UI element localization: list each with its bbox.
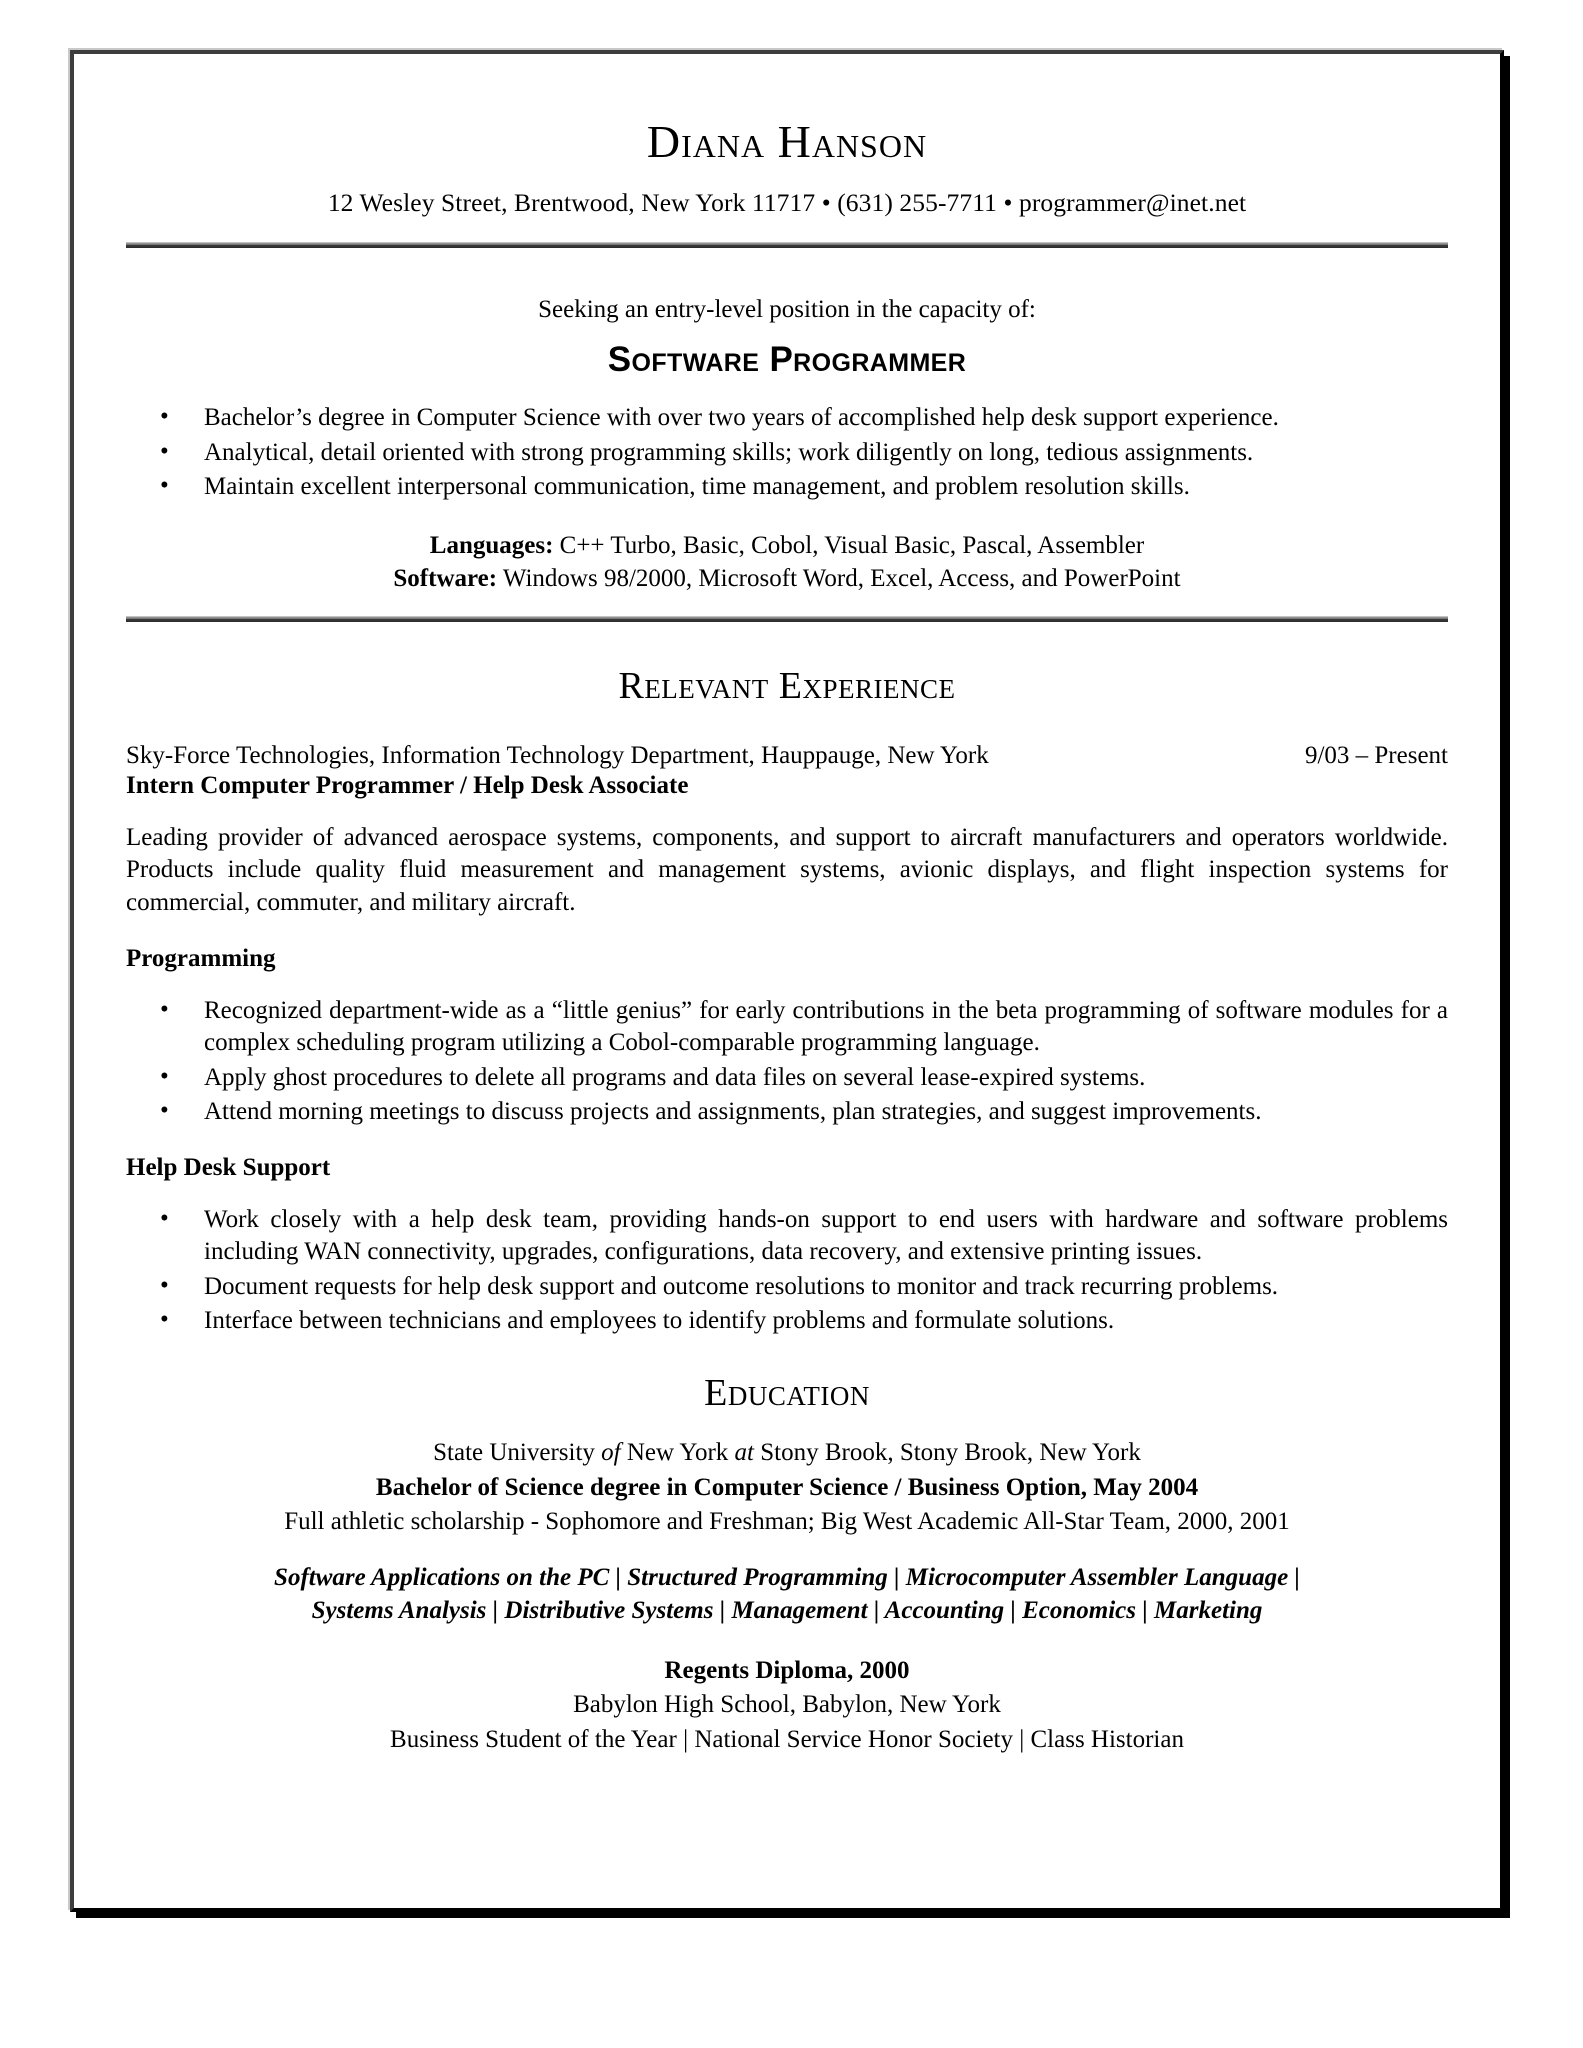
candidate-name: Diana Hanson — [646, 116, 928, 167]
programming-bullet-list — [126, 995, 1448, 1128]
university-name-part1: State University — [433, 1439, 602, 1467]
contact-line: 12 Wesley Street, Brentwood, New York 11717 • (631) 255-7711 • programmer@inet.net — [327, 188, 1247, 218]
qualifications-list — [126, 402, 1448, 503]
list-item: • Document requests for help desk support and outcome resolutions to monitor and track recurring problems. — [126, 1271, 1448, 1303]
coursework-line-2: Systems Analysis | Distributive Systems | Management | Accounting | Economics | Marketing — [311, 1596, 1263, 1624]
high-school-diploma: Regents Diploma, 2000 — [664, 1656, 910, 1684]
job-title: Intern Computer Programmer / Help Desk Associate — [126, 771, 689, 799]
section-heading-experience: Relevant Experience — [618, 664, 956, 707]
university-name-part2: New York — [620, 1439, 735, 1467]
target-position-title: Software Programmer — [607, 340, 967, 380]
list-item: • Analytical, detail oriented with strong programming skills; work diligently on long, tedious assignments. — [126, 437, 1448, 469]
university-word-of: of — [601, 1439, 621, 1467]
skills-languages-value: C++ Turbo, Basic, Cobol, Visual Basic, Pascal, Assembler — [553, 532, 1145, 560]
skills-block — [126, 529, 1448, 596]
help-desk-bullet-list — [126, 1204, 1448, 1337]
skills-languages-line — [126, 529, 1448, 562]
coursework-line-1: Software Applications on the PC | Structured Programming | Microcomputer Assembler Language | — [274, 1563, 1300, 1591]
list-item: • Work closely with a help desk team, providing hands-on support to end users with hardware and software problems including WAN connectivity, upgrades, configurations, data recovery, and extensive printing issues. — [126, 1204, 1448, 1269]
list-item: • Attend morning meetings to discuss projects and assignments, plan strategies, and suggest improvements. — [126, 1096, 1448, 1128]
job-dates: 9/03 – Present — [1304, 741, 1448, 769]
subsection-heading-help-desk: Help Desk Support — [126, 1154, 331, 1182]
list-item: • Maintain excellent interpersonal communication, time management, and problem resolution skills. — [126, 471, 1448, 503]
objective-intro: Seeking an entry-level position in the capacity of: — [538, 296, 1036, 324]
resume-page — [70, 50, 1504, 1912]
job-company: Sky-Force Technologies, Information Technology Department, Hauppauge, New York — [126, 741, 989, 769]
divider-rule-bottom — [126, 616, 1448, 622]
subsection-heading-programming: Programming — [126, 945, 276, 973]
divider-rule-top — [126, 242, 1448, 248]
list-item: • Bachelor’s degree in Computer Science with over two years of accomplished help desk support experience. — [126, 402, 1448, 434]
coursework-block — [126, 1561, 1448, 1627]
university-line — [126, 1437, 1448, 1470]
high-school-name: Babylon High School, Babylon, New York — [573, 1691, 1001, 1719]
job-header-row — [126, 742, 1448, 770]
list-item: • Interface between technicians and employees to identify problems and formulate solutions. — [126, 1305, 1448, 1337]
section-heading-education: Education — [704, 1372, 870, 1415]
degree-line: Bachelor of Science degree in Computer Science / Business Option, May 2004 — [375, 1473, 1199, 1501]
skills-languages-label: Languages: — [429, 532, 554, 560]
scholarship-line: Full athletic scholarship - Sophomore and Freshman; Big West Academic All-Star Team, 2000, 2001 — [284, 1508, 1290, 1536]
high-school-honors: Business Student of the Year | National Service Honor Society | Class Historian — [390, 1725, 1184, 1753]
skills-software-value: Windows 98/2000, Microsoft Word, Excel, Access, and PowerPoint — [497, 565, 1181, 593]
high-school-block — [126, 1655, 1448, 1757]
job-description: Leading provider of advanced aerospace systems, components, and support to aircraft manufacturers and operators worldwide. Products include quality fluid measurement and management systems, avionic displays, and flight inspection systems for commercial, commuter, and military aircraft. — [126, 823, 1448, 916]
skills-software-line — [126, 562, 1448, 595]
university-name-part3: Stony Brook, Stony Brook, New York — [753, 1439, 1141, 1467]
list-item: • Apply ghost procedures to delete all programs and data files on several lease-expired systems. — [126, 1062, 1448, 1094]
resume-content — [74, 54, 1500, 1908]
university-word-at: at — [734, 1439, 754, 1467]
skills-software-label: Software: — [393, 565, 498, 593]
list-item: • Recognized department-wide as a “little genius” for early contributions in the beta programming of software modules for a complex scheduling program utilizing a Cobol-comparable programming language. — [126, 995, 1448, 1060]
